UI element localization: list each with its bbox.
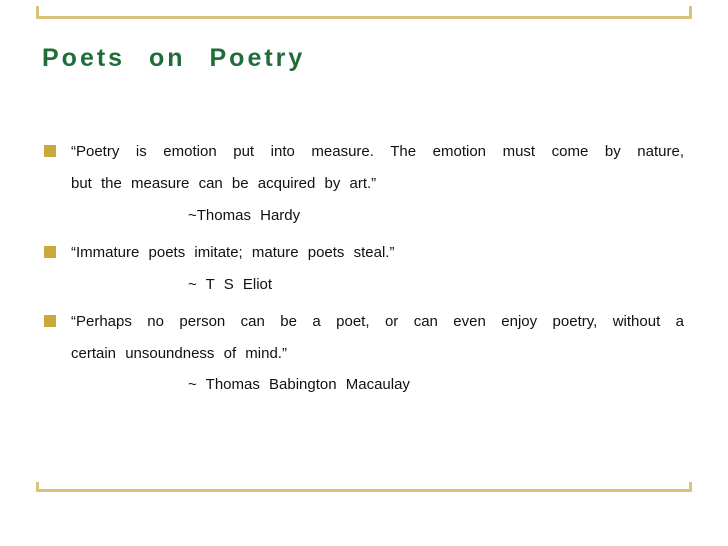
bottom-rule	[36, 489, 692, 492]
quote-3-attribution: ~ Thomas Babington Macaulay	[188, 376, 410, 393]
top-right-tick	[689, 6, 692, 16]
bullet-icon	[44, 246, 56, 258]
bullet-icon	[44, 315, 56, 327]
top-rule	[36, 16, 692, 19]
quote-1-line-1: “Poetry is emotion put into measure. The emotion must come by nature,	[71, 143, 684, 160]
quote-2-attribution: ~ T S Eliot	[188, 276, 273, 293]
quote-2-line-1: “Immature poets imitate; mature poets steal.”	[71, 244, 395, 261]
quote-1-line-2: but the measure can be acquired by art.”	[71, 175, 377, 192]
bottom-left-tick	[36, 482, 39, 492]
top-left-tick	[36, 6, 39, 16]
bottom-right-tick	[689, 482, 692, 492]
quote-3-line-1: “Perhaps no person can be a poet, or can even enjoy poetry, without a	[71, 313, 684, 330]
bullet-icon	[44, 145, 56, 157]
quote-3-line-2: certain unsoundness of mind.”	[71, 345, 287, 362]
quote-1-attribution: ~Thomas Hardy	[188, 207, 301, 224]
slide-title: Poets on Poetry	[42, 44, 306, 72]
